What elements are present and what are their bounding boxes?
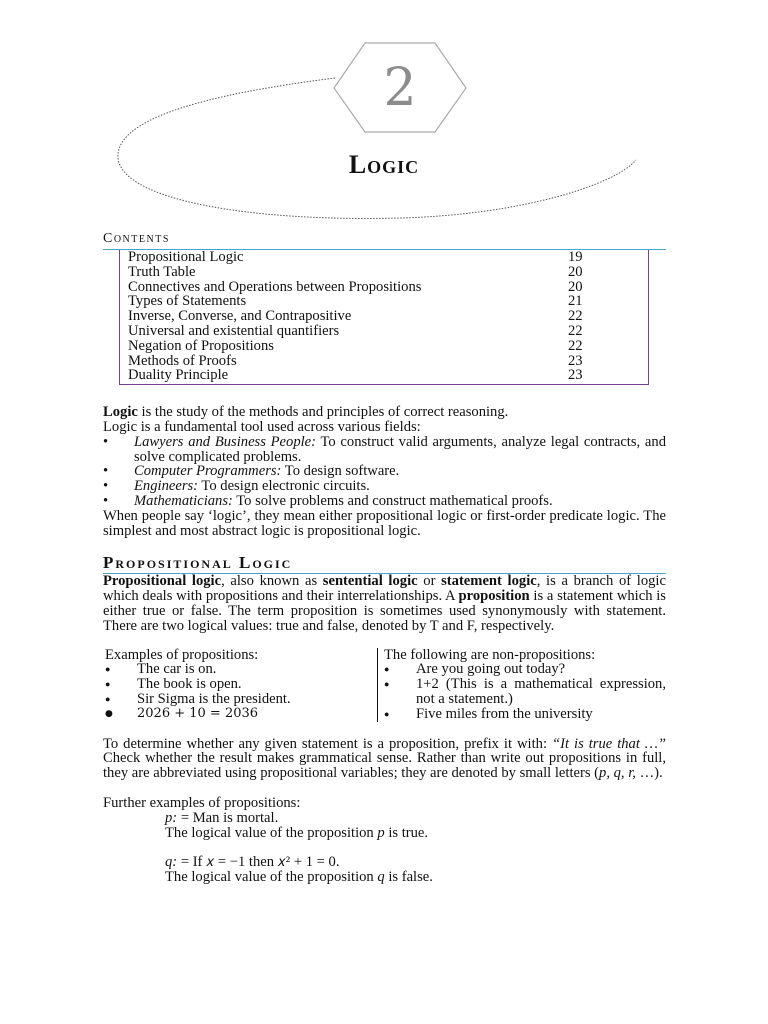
chapter-number: 2 [383,58,417,118]
toc-label: Connectives and Operations between Propositions [128,278,422,295]
list-item: • Mathematicians: To solve problems and construct mathematical proofs. [103,494,666,509]
toc-page: 19 [568,249,583,265]
propositions-list [105,662,371,721]
toc-row[interactable] [128,309,648,324]
list-item: ● The book is open. [105,677,371,692]
toc-page: 22 [568,308,583,325]
toc-row[interactable] [128,280,648,295]
further-examples-title: Further examples of propositions: [103,794,301,811]
list-item: ● Sir Sigma is the president. [105,692,371,707]
list-item: • Lawyers and Business People: To construct valid arguments, analyze legal contracts, and solve complicated problems. [103,435,666,465]
list-item: ● 2026 + 10 = 2036 [105,707,371,722]
toc-label: Types of Statements [128,293,247,310]
toc-label: Truth Table [128,263,196,280]
determine-paragraph: To determine whether any given statement is a proposition, prefix it with: “It is true that …” Check whether the result makes grammatical sense. Rather than write out propositions in full, they are abbreviated using propositional variables; they are denoted by small letters (p, q, r, …). [103,735,666,782]
toc-page: 20 [568,263,583,280]
toc-row[interactable] [128,294,648,309]
toc-label: Inverse, Converse, and Contrapositive [128,308,352,325]
toc-label: Propositional Logic [128,249,244,265]
toc-row[interactable] [128,250,648,265]
toc-page: 20 [568,278,583,295]
toc-label: Duality Principle [128,367,229,384]
intro-term: Logic [103,404,138,421]
intro-summary: When people say ‘logic’, they mean either propositional logic or first-order predicate logic. The simplest and most abstract logic is propositional logic. [103,507,666,539]
toc-label: Methods of Proofs [128,352,237,369]
propositions-title: Examples of propositions: [105,646,259,663]
toc-page: 22 [568,322,583,339]
chapter-title: Logic [348,150,420,179]
intro-fields-lead: Logic is a fundamental tool used across various fields: [103,418,421,435]
list-item: • Computer Programmers: To design software. [103,464,666,479]
toc-page: 21 [568,293,583,310]
non-propositions-title: The following are non-propositions: [384,646,596,663]
toc-row[interactable] [128,368,648,383]
list-item: ● The car is on. [105,662,371,677]
intro-definition: Logic is the study of the methods and principles of correct reasoning. [103,404,509,421]
toc-row[interactable] [128,339,648,354]
contents-heading: Contents [103,232,666,250]
toc-label: Universal and existential quantifiers [128,322,340,339]
list-item: • Engineers: To design electronic circuits. [103,479,666,494]
example-q-value: The logical value of the proposition q is false. [165,868,433,885]
example-p-definition: p: = Man is mortal. [165,809,279,826]
toc-row[interactable] [128,324,648,339]
toc-page: 23 [568,367,583,384]
non-propositions-list [384,662,666,721]
non-propositions-column [378,648,666,722]
examples-columns [105,648,666,722]
list-item: ● Five miles from the university [384,707,666,722]
example-q-definition: q: = If 𝑥 = −1 then 𝑥² + 1 = 0. [165,854,340,871]
toc-row[interactable] [128,265,648,280]
list-item: ● Are you going out today? [384,662,666,677]
section-paragraph: Propositional logic, also known as sentential logic or statement logic, is a branch of logic which deals with propositions and their interrelationships. A proposition is a statement which is either true or false. The term proposition is sometimes used synonymously with statement. There are two logical values: true and false, denoted by T and F, respectively. [103,573,666,634]
table-of-contents [119,250,649,385]
page-body [103,232,666,885]
chapter-header-art [0,0,768,240]
propositions-column [105,648,378,722]
further-examples [103,811,666,885]
section-heading: Propositional Logic [103,554,666,574]
list-item: ● 1+2 (This is a mathematical expression, not a statement.) [384,677,666,707]
toc-page: 22 [568,337,583,354]
toc-page: 23 [568,352,583,369]
example-p-value: The logical value of the proposition p is true. [165,824,429,841]
toc-row[interactable] [128,354,648,369]
toc-label: Negation of Propositions [128,337,274,354]
fields-list [103,435,666,509]
